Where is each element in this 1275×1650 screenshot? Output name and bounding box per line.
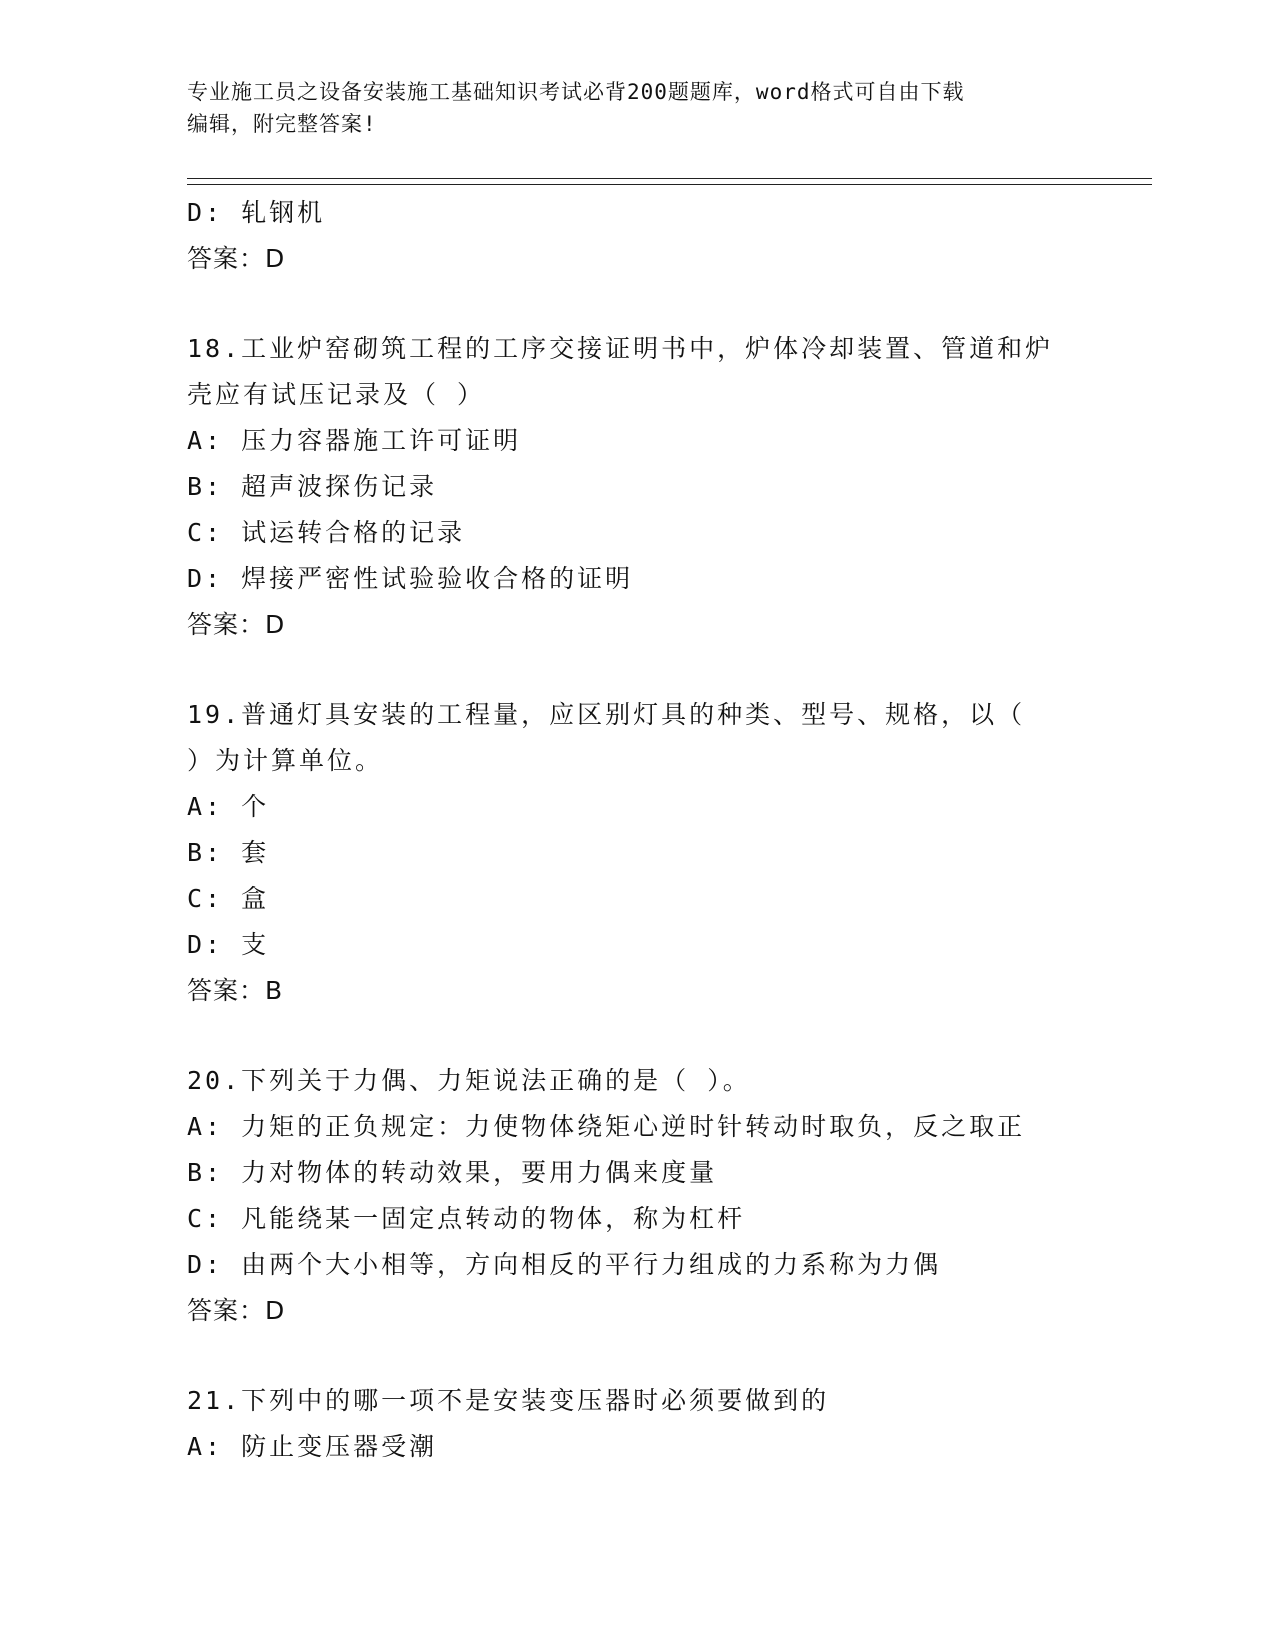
text-line: C: 盒: [187, 884, 270, 913]
text-line: C: 试运转合格的记录: [187, 518, 466, 547]
text-line: D: 轧钢机: [187, 198, 326, 227]
text-line: A: 力矩的正负规定：力使物体绕矩心逆时针转动时取负，反之取正: [187, 1112, 1026, 1141]
answer-line: 答案：D: [187, 610, 286, 639]
text-line: A: 防止变压器受潮: [187, 1432, 438, 1461]
spacer: [187, 282, 1127, 326]
text-line: D: 由两个大小相等，方向相反的平行力组成的力系称为力偶: [187, 1250, 942, 1279]
header-line-2: 编辑，附完整答案!: [187, 112, 377, 136]
text-line: D: 焊接严密性试验验收合格的证明: [187, 564, 634, 593]
header-divider: [187, 178, 1152, 185]
answer-line: 答案：D: [187, 244, 286, 273]
text-line: C: 凡能绕某一固定点转动的物体，称为杠杆: [187, 1204, 746, 1233]
text-line: A: 压力容器施工许可证明: [187, 426, 522, 455]
spacer: [187, 1014, 1127, 1058]
document-header: [187, 76, 1067, 140]
text-line: B: 力对物体的转动效果，要用力偶来度量: [187, 1158, 718, 1187]
text-line: D: 支: [187, 930, 270, 959]
text-line: 壳应有试压记录及（ ）: [187, 380, 486, 409]
text-line: 21.下列中的哪一项不是安装变压器时必须要做到的: [187, 1386, 830, 1415]
text-line: B: 套: [187, 838, 270, 867]
text-line: 20.下列关于力偶、力矩说法正确的是（ ）。: [187, 1066, 751, 1095]
spacer: [187, 1334, 1127, 1378]
text-line: 19.普通灯具安装的工程量，应区别灯具的种类、型号、规格，以（: [187, 700, 1026, 729]
spacer: [187, 648, 1127, 692]
text-line: ）为计算单位。: [187, 746, 384, 775]
header-line-1: 专业施工员之设备安装施工基础知识考试必背200题题库，word格式可自由下载: [187, 80, 965, 104]
question-list: [187, 190, 1127, 1470]
text-line: B: 超声波探伤记录: [187, 472, 438, 501]
text-line: 18.工业炉窑砌筑工程的工序交接证明书中，炉体冷却装置、管道和炉: [187, 334, 1054, 363]
text-line: A: 个: [187, 792, 270, 821]
answer-line: 答案：B: [187, 976, 284, 1005]
answer-line: 答案：D: [187, 1296, 286, 1325]
